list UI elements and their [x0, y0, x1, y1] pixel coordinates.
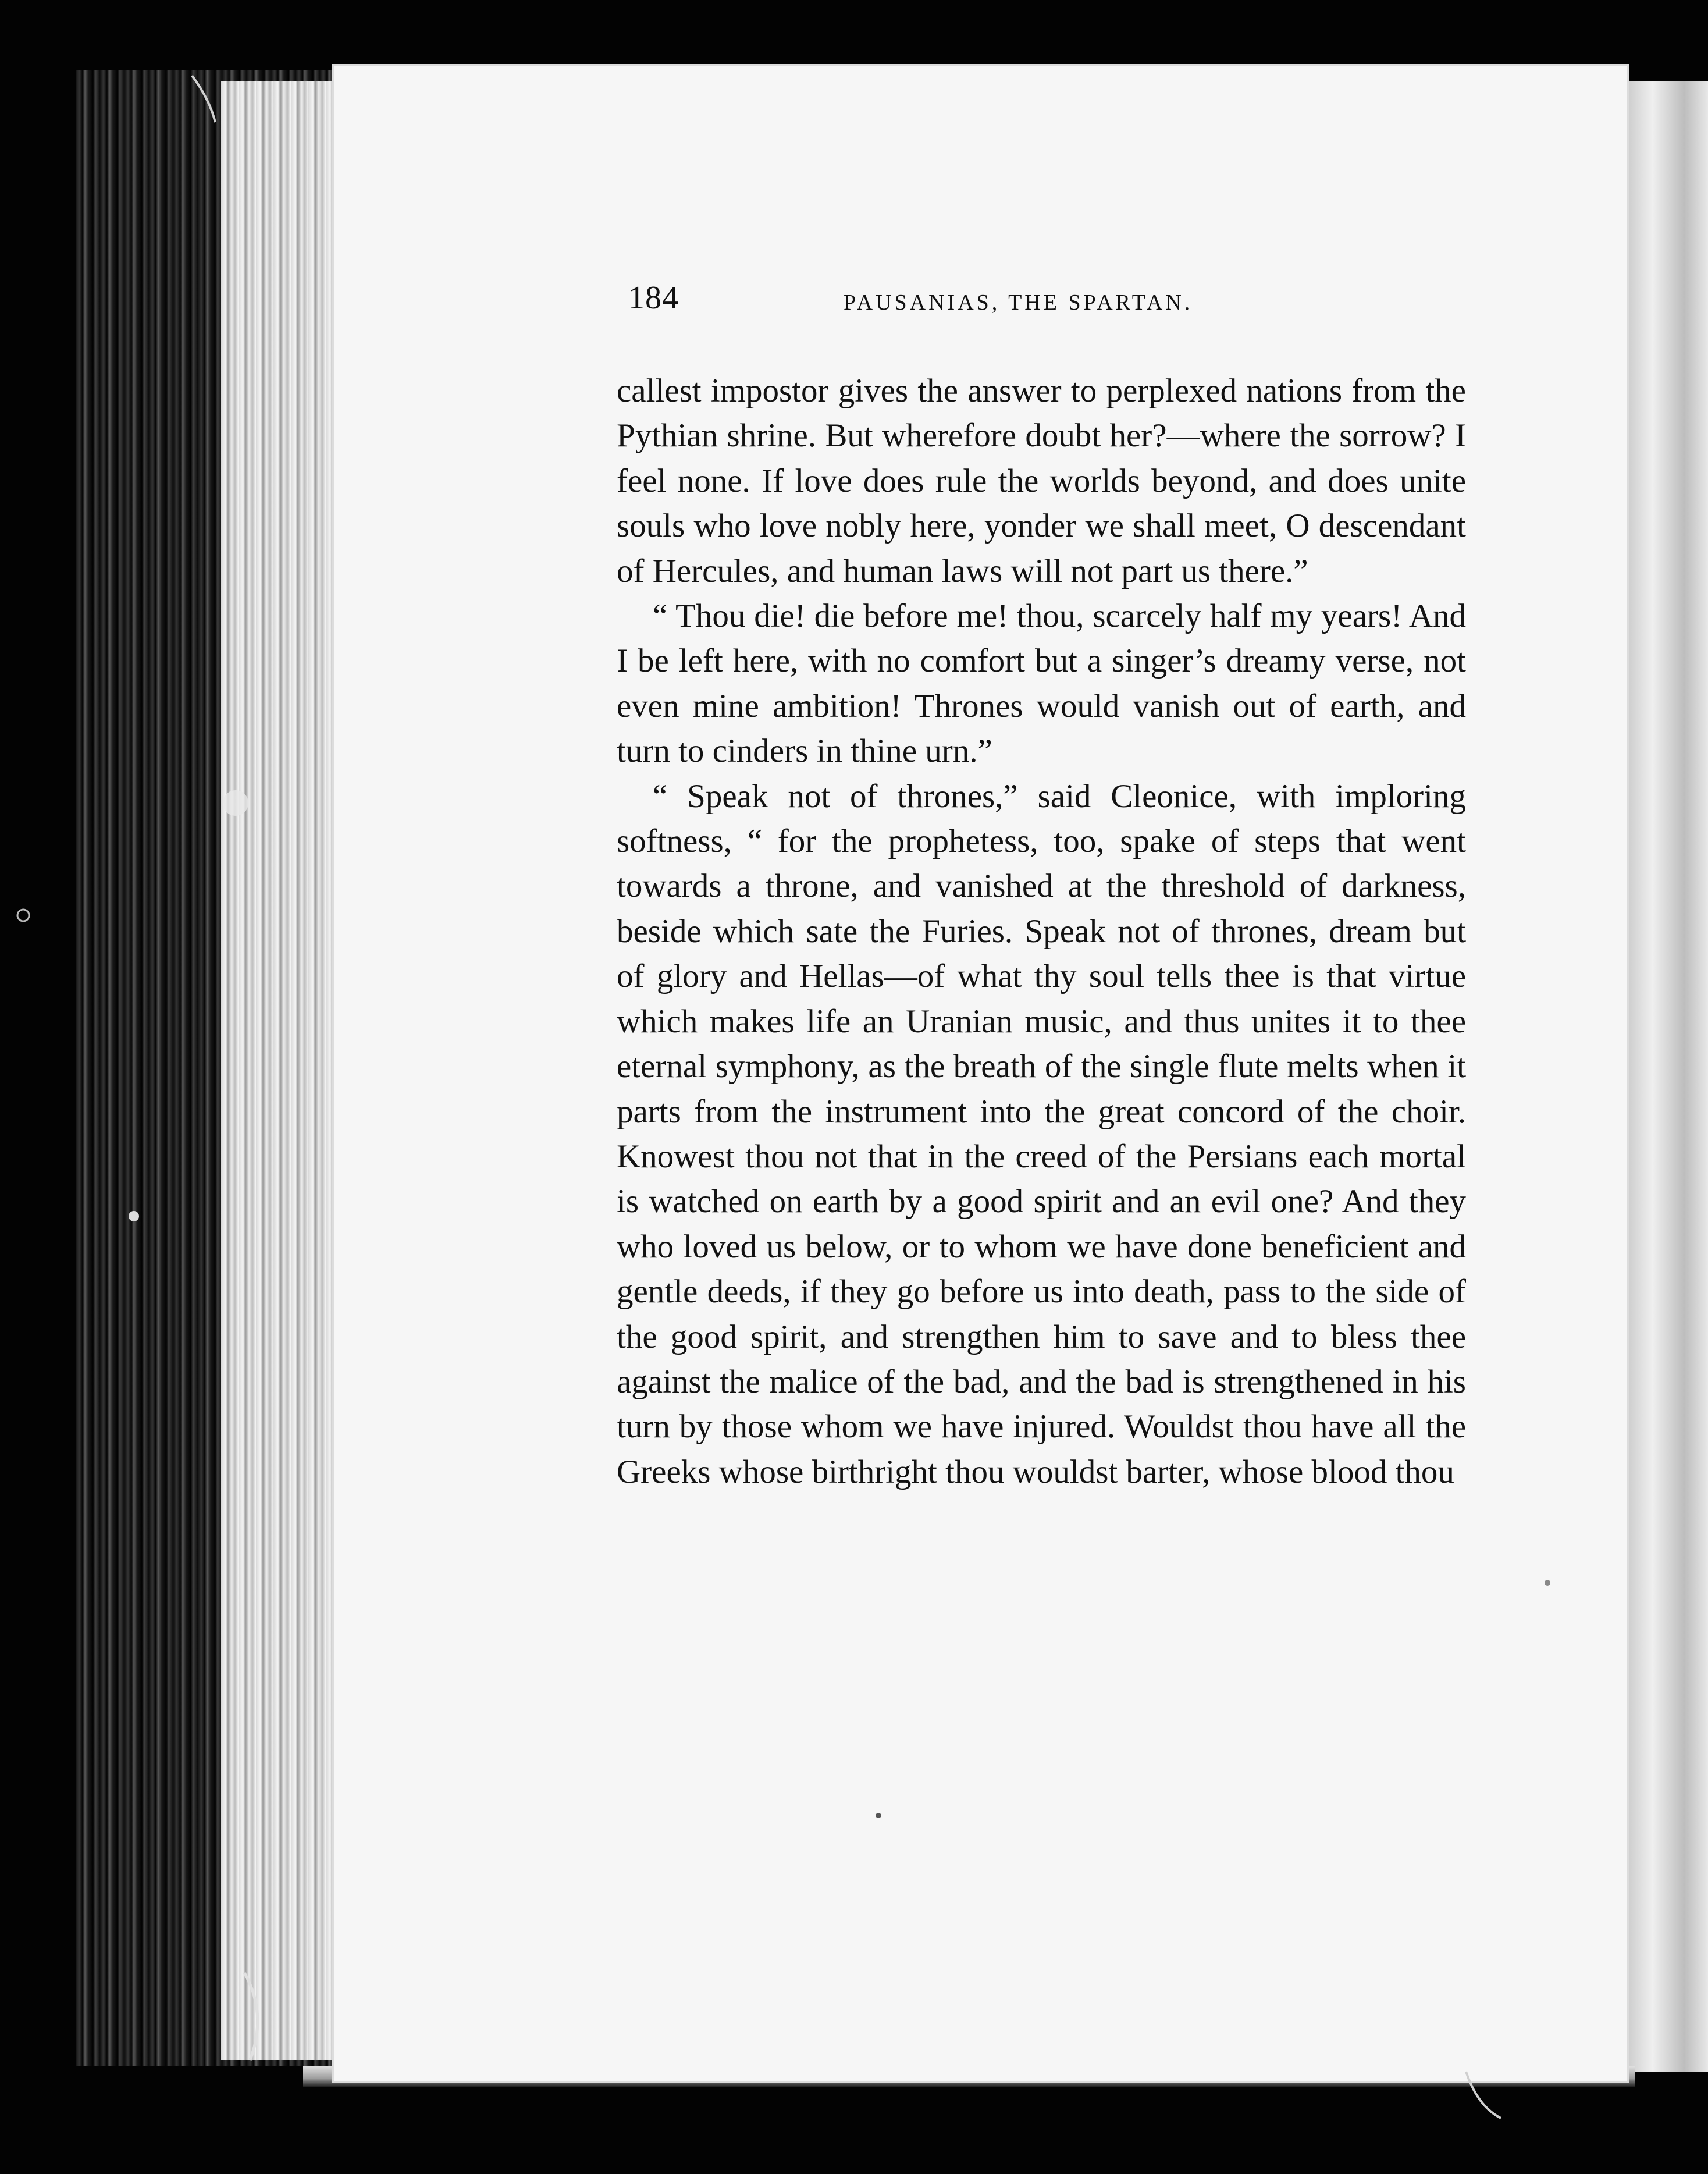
- paragraph-2: “ Thou die! die before me! thou, scarcely half my years! And I be left here, with no comfort but a singer’s dreamy verse, not even mine ambition! Thrones would vanish out of earth, and turn to cinders in thine urn.”: [617, 598, 1466, 770]
- running-head-title: PAUSANIAS, THE SPARTAN.: [844, 290, 1193, 315]
- facing-page-edge: [1629, 81, 1708, 2072]
- running-head: [628, 279, 1268, 326]
- paragraph-3: “ Speak not of thrones,” said Cleonice, with imploring softness, “ for the prophetess, too, spake of steps that went towards a throne, and vanished at the threshold of darkness, beside which sate the Furies. Speak not of thrones, dream but of glory and Hellas—of what thy soul tells thee is that virtue which makes life an Uranian music, and thus unites it to thee eternal symphony, as the breath of the single flute melts when it parts from the instrument into the great concord of the choir. Knowest thou not that in the creed of the Persians each mortal is watched on earth by a good spirit and an evil one? And they who loved us below, or to whom we have done beneficient and gentle deeds, if they go before us into death, pass to the side of the good spirit, and strengthen him to save and to bless thee against the malice of the bad, and the bad is strengthened in his turn by those whom we have injured. Wouldst thou have all the Greeks whose birthright thou wouldst barter, whose blood thou: [617, 777, 1466, 1490]
- page-number: 184: [628, 280, 679, 316]
- body-text: [617, 368, 1466, 1494]
- paragraph-1: callest impostor gives the answer to perplexed nations from the Pythian shrine. But wherefore doubt her?—where the sorrow? I feel none. If love does rule the worlds beyond, and does unite souls who love nobly here, yonder we shall meet, O descendant of Hercules, and human laws will not part us there.”: [617, 372, 1466, 589]
